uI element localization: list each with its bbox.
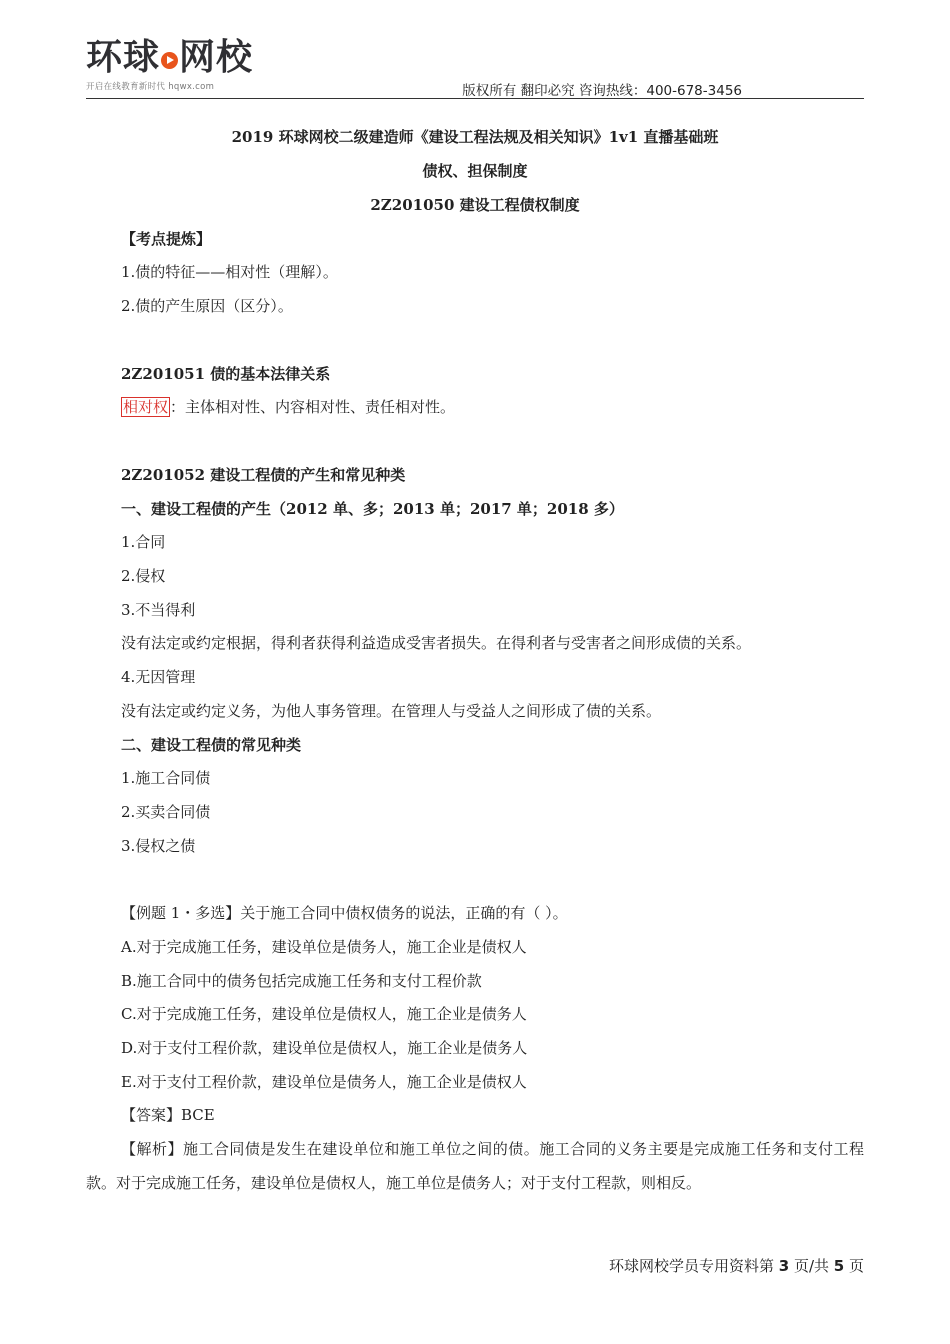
option-c: C.对于完成施工任务，建设单位是债权人，施工企业是债务人 (121, 1005, 527, 1023)
relative-right-desc: ：主体相对性、内容相对性、责任相对性。 (170, 398, 456, 416)
subsection-heading-2: 2Z201052 建设工程债的产生和常见种类 (121, 466, 406, 484)
option-a: A.对于完成施工任务，建设单位是债务人，施工企业是债权人 (121, 938, 527, 956)
origin-item-4: 4.无因管理 (121, 668, 196, 686)
relative-right-line (121, 397, 455, 417)
relative-right-term: 相对权 (123, 398, 169, 416)
page-number: 3 (778, 1257, 790, 1275)
origin-item-2: 2.侵权 (121, 567, 166, 585)
origin-item-3-desc: 没有法定或约定根据，得利者获得利益造成受害者损失。在得利者与受害者之间形成债的关系。 (121, 634, 752, 652)
types-heading: 二、建设工程债的常见种类 (121, 736, 302, 754)
example-question: 【例题 1・多选】关于施工合同中债权债务的说法，正确的有（ ）。 (121, 904, 568, 922)
logo-text-right: 网校 (179, 37, 254, 78)
answer: 【答案】BCE (121, 1106, 215, 1124)
page-total: 5 (833, 1257, 845, 1275)
key-point-1: 1.债的特征——相对性（理解）。 (121, 263, 338, 281)
option-d: D.对于支付工程价款，建设单位是债权人，施工企业是债务人 (121, 1039, 528, 1057)
origin-item-4-desc: 没有法定或约定义务，为他人事务管理。在管理人与受益人之间形成了债的关系。 (121, 702, 662, 720)
play-icon (161, 52, 178, 69)
page-footer: 环球网校学员专用资料第 3 页/共 5 页 (608, 1257, 864, 1275)
subsection-heading-1: 2Z201051 债的基本法律关系 (121, 365, 331, 383)
type-item-1: 1.施工合同债 (121, 769, 211, 787)
document-title: 2019 环球网校二级建造师《建设工程法规及相关知识》1v1 直播基础班 (231, 128, 719, 146)
hqwx-logo (86, 38, 256, 96)
logo-tagline: 开启在线教育新时代 hqwx.com (86, 82, 215, 92)
page-header (86, 38, 864, 100)
key-points-heading: 【考点提炼】 (121, 230, 212, 248)
option-e: E.对于支付工程价款，建设单位是债务人，施工企业是债权人 (121, 1073, 527, 1091)
analysis-paragraph: 【解析】施工合同债是发生在建设单位和施工单位之间的债。施工合同的义务主要是完成施工任务和支付工程款。对于完成施工任务，建设单位是债权人，施工单位是债务人；对于支付工程款，则相反。 (86, 1140, 864, 1192)
option-b: B.施工合同中的债务包括完成施工任务和支付工程价款 (121, 972, 482, 990)
type-item-3: 3.侵权之债 (121, 837, 196, 855)
document-subtitle: 债权、担保制度 (422, 162, 528, 180)
origin-item-1: 1.合同 (121, 533, 166, 551)
type-item-2: 2.买卖合同债 (121, 803, 211, 821)
section-heading: 2Z201050 建设工程债权制度 (370, 196, 580, 214)
origin-item-3: 3.不当得利 (121, 601, 196, 619)
key-point-2: 2.债的产生原因（区分）。 (121, 297, 293, 315)
origin-heading: 一、建设工程债的产生（2012 单、多；2013 单；2017 单；2018 多） (121, 500, 624, 518)
header-divider (86, 98, 864, 99)
logo-text-left: 环球 (86, 37, 161, 78)
copyright-hotline: 版权所有 翻印必究 咨询热线：400-678-3456 (462, 83, 742, 99)
